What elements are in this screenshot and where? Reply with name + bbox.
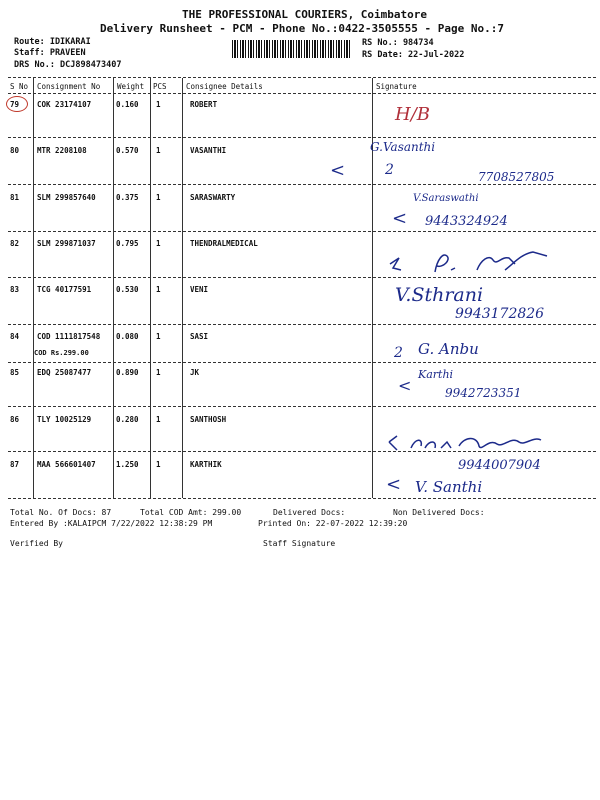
signature-text: V.Saraswathi [413,193,479,204]
col-rule [150,78,151,498]
handwritten-signature [385,246,555,280]
header-bottom-rule [8,93,596,94]
row-rule [8,277,596,278]
row-pcs: 1 [156,146,161,155]
signature-phone: 7708527805 [478,170,555,184]
row-sno: 85 [10,368,20,377]
printed-on: Printed On: 22-07-2022 12:39:20 [258,519,408,528]
row-pcs: 1 [156,415,161,424]
document-subtitle: Delivery Runsheet - PCM - Phone No.:0422-3505555 - Page No.:7 [100,22,504,35]
row-sno: 87 [10,460,20,469]
row-sno: 82 [10,239,20,248]
row-rule [8,451,596,452]
staff-signature-label: Staff Signature [263,539,336,548]
row-consignee: KARTHIK [190,460,222,469]
row-weight: 1.250 [116,460,139,469]
row-consignee: SARASWARTY [190,193,236,202]
row-consignment: COK 23174107 [37,100,92,109]
drs-number: DRS No.: DCJ898473407 [14,60,122,70]
signature-text: V. Santhi [415,478,483,496]
row-weight: 0.795 [116,239,139,248]
circled-mark [6,96,28,112]
signature-phone: 9942723351 [445,386,522,400]
row-pcs: 1 [156,460,161,469]
signature-phone: 9443324924 [425,214,508,229]
col-rule [33,78,34,498]
row-sno: 84 [10,332,20,341]
signature-mark: < [386,474,402,495]
col-rule [182,78,183,498]
col-header-consignee: Consignee Details [186,82,263,91]
row-consignee: VENI [190,285,209,294]
signature-phone: 9943172826 [455,306,545,322]
row-consignment: TLY 10025129 [37,415,92,424]
row-consignee: SANTHOSH [190,415,227,424]
row-consignee: JK [190,368,200,377]
row-sno: 83 [10,285,20,294]
entered-by: Entered By :KALAIPCM 7/22/2022 12:38:29 PM [10,519,213,528]
barcode [232,40,350,58]
row-rule [8,184,596,185]
total-cod-amount: Total COD Amt: 299.00 [140,508,242,517]
row-consignment: MTR 2208108 [37,146,87,155]
signature-text: G. Anbu [418,340,479,358]
row-rule [8,324,596,325]
non-delivered-docs: Non Delivered Docs: [393,508,485,517]
signature-mark: 2 [394,345,403,361]
row-consignment: EDQ 25087477 [37,368,92,377]
row-rule [8,137,596,138]
row-consignee: THENDRALMEDICAL [190,239,258,248]
row-weight: 0.890 [116,368,139,377]
col-rule [113,78,114,498]
row-consignment: MAA 566601407 [37,460,96,469]
signature-mark: < [330,160,346,181]
route-label: Route: IDIKARAI [14,37,91,47]
staff-label: Staff: PRAVEEN [14,48,86,58]
row-weight: 0.160 [116,100,139,109]
table-bottom-rule [8,498,596,499]
row-weight: 0.280 [116,415,139,424]
row-consignee: ROBERT [190,100,218,109]
row-rule [8,362,596,363]
row-weight: 0.375 [116,193,139,202]
handwritten-signature [385,430,555,456]
row-consignment: COD 1111817548 [37,332,101,341]
signature-phone: 9944007904 [458,458,541,473]
col-header-sno: S No [10,82,29,91]
signature-text: G.Vasanthi [370,140,436,154]
row-consignee: SASI [190,332,209,341]
row-rule [8,231,596,232]
row-consignee: VASANTHI [190,146,227,155]
row-sno: 79 [10,100,20,109]
cod-amount-note: COD Rs.299.00 [34,349,89,357]
row-pcs: 1 [156,239,161,248]
row-consignment: SLM 299857640 [37,193,96,202]
col-header-weight: Weight [117,82,145,91]
row-consignment: SLM 299871037 [37,239,96,248]
row-weight: 0.570 [116,146,139,155]
row-pcs: 1 [156,368,161,377]
row-weight: 0.530 [116,285,139,294]
row-weight: 0.080 [116,332,139,341]
col-header-consignment: Consignment No [37,82,101,91]
rs-date: RS Date: 22-Jul-2022 [362,50,465,60]
row-pcs: 1 [156,332,161,341]
row-sno: 81 [10,193,20,202]
signature-mark: 2 [385,162,394,178]
col-header-pcs: PCS [153,82,167,91]
signature-text: Karthi [418,368,454,381]
signature-text: H/B [395,104,430,125]
row-pcs: 1 [156,285,161,294]
signature-mark: < [398,376,412,395]
row-sno: 80 [10,146,20,155]
total-docs: Total No. Of Docs: 87 [10,508,112,517]
row-pcs: 1 [156,193,161,202]
header-top-rule [8,77,596,78]
signature-mark: < [392,208,408,229]
row-sno: 86 [10,415,20,424]
document-title: THE PROFESSIONAL COURIERS, Coimbatore [182,8,428,21]
row-pcs: 1 [156,100,161,109]
signature-text: V.Sthrani [395,284,484,306]
row-rule [8,406,596,407]
col-header-signature: Signature [376,82,417,91]
verified-by-label: Verified By [10,539,63,548]
row-consignment: TCG 40177591 [37,285,92,294]
rs-number: RS No.: 984734 [362,38,434,48]
delivered-docs: Delivered Docs: [273,508,346,517]
